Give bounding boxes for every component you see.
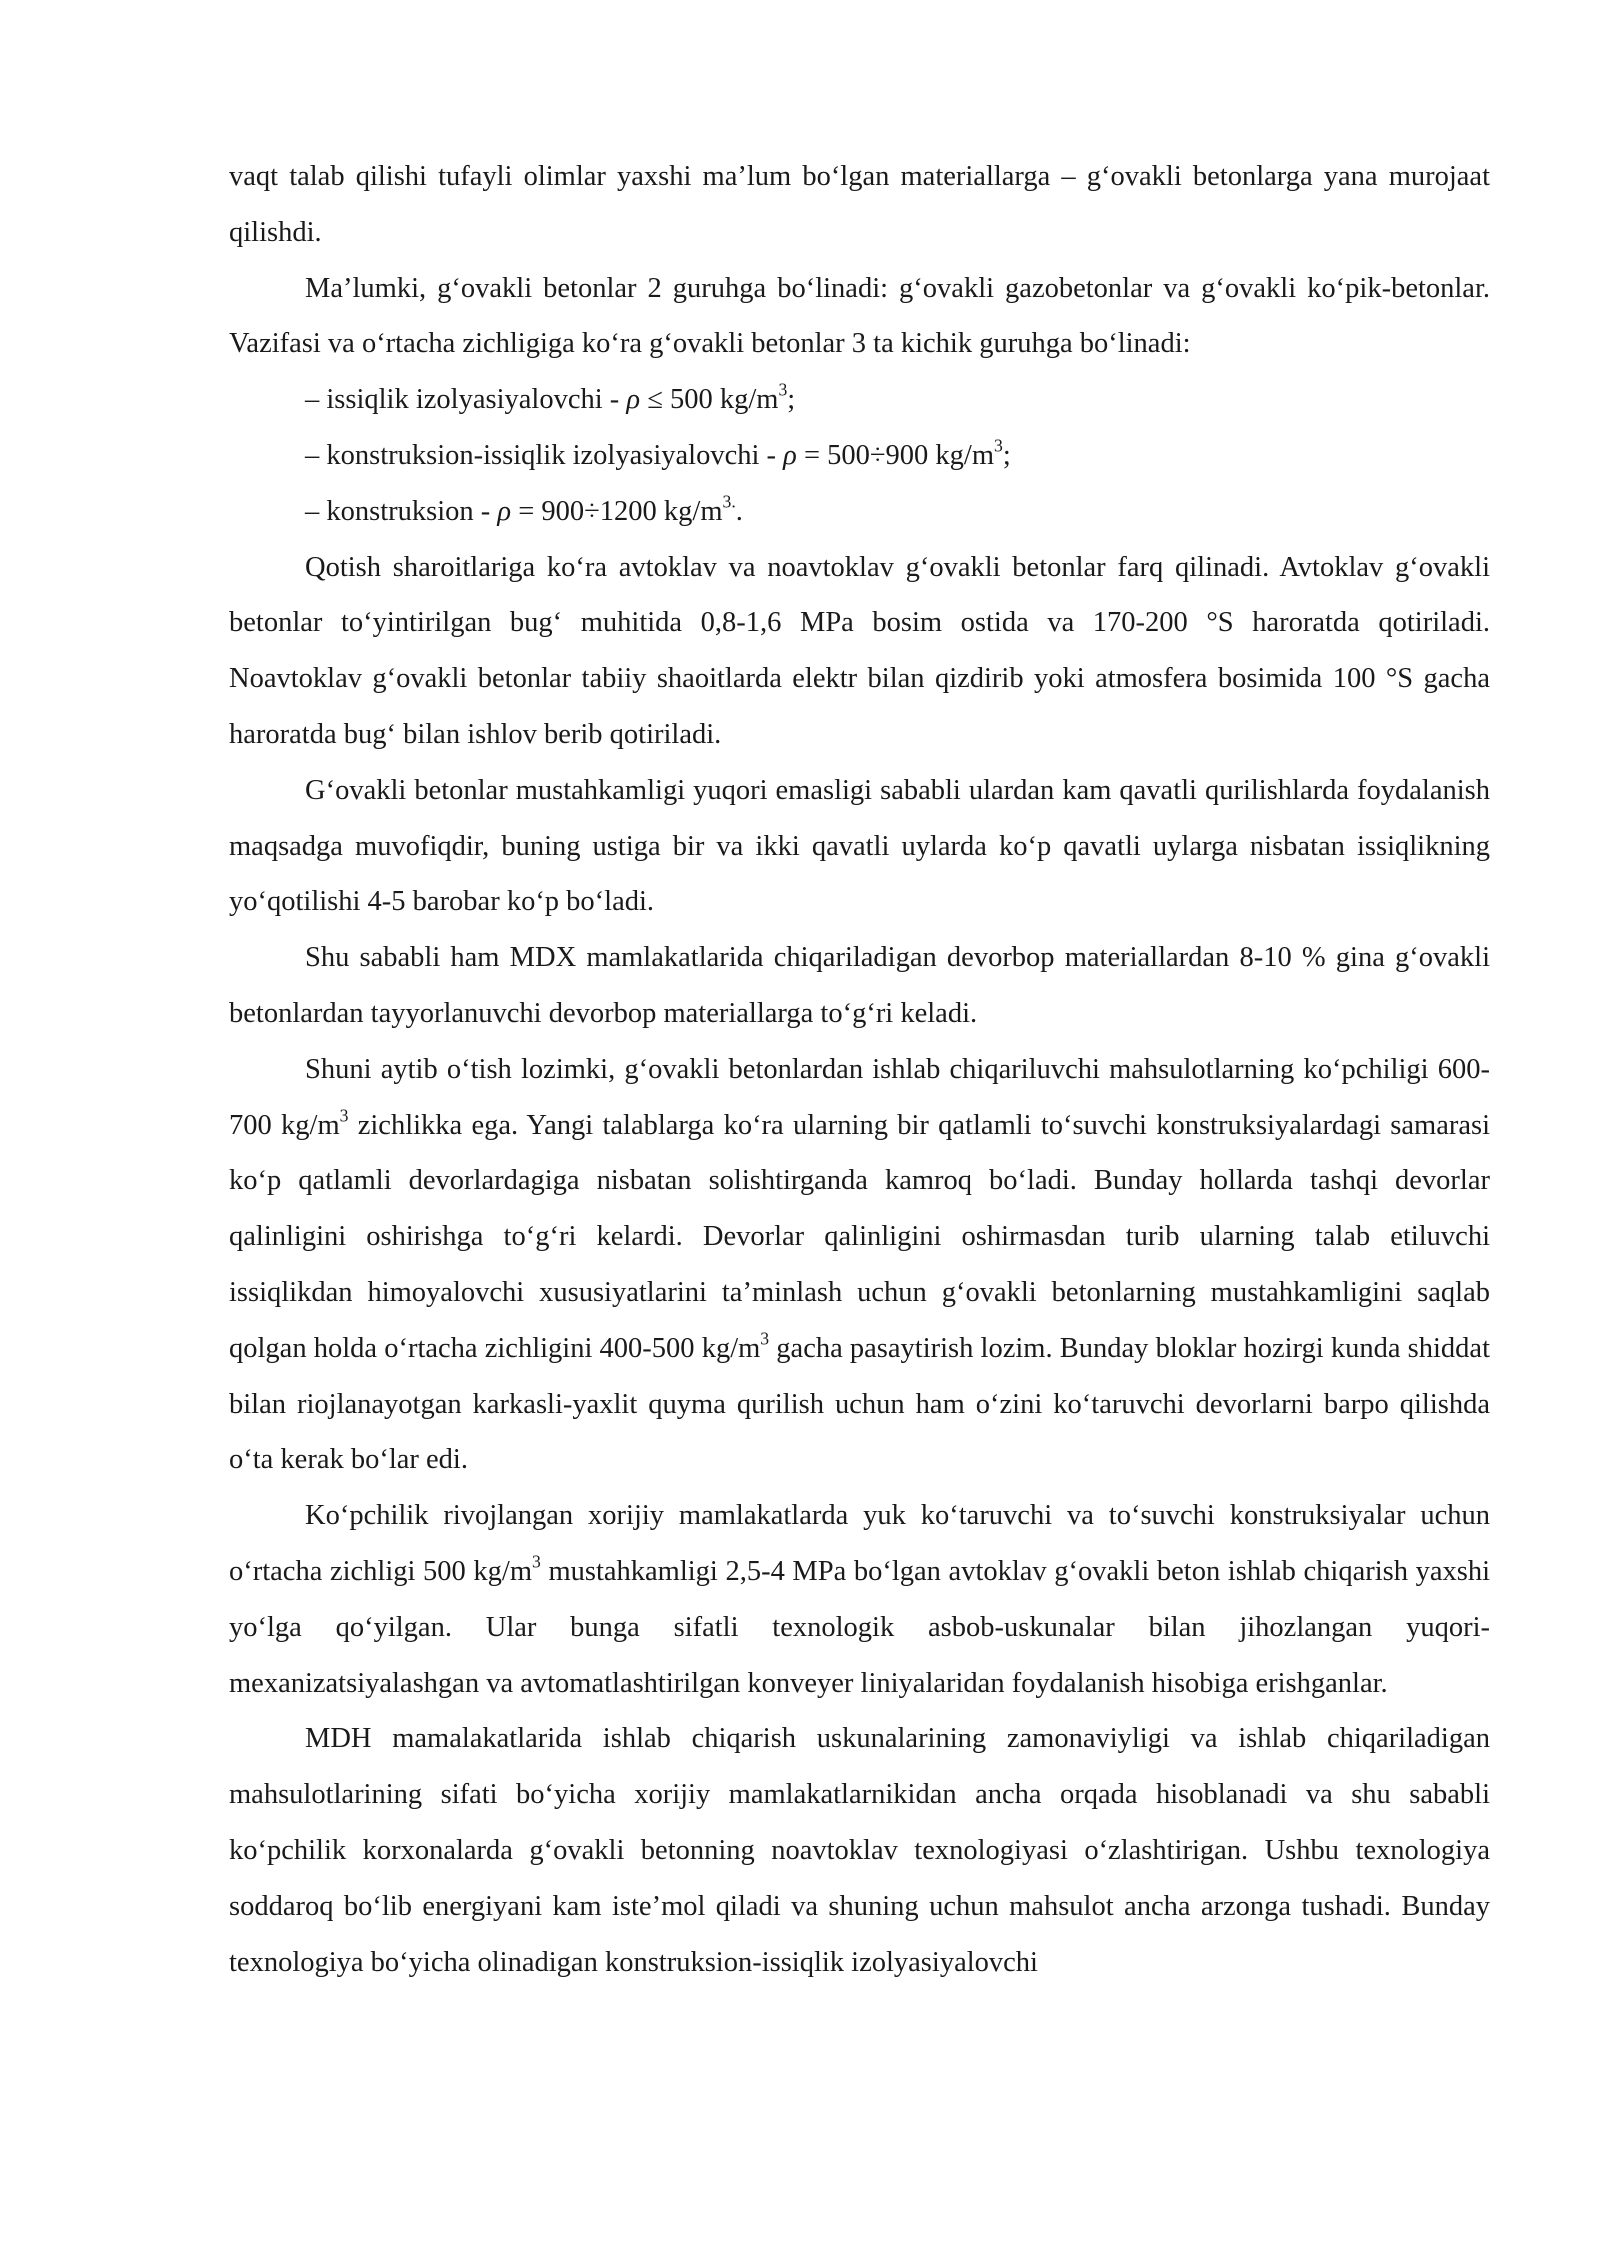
list-item-structural-heat-insulating: – konstruksion-issiqlik izolyasiyalovchi - ρ = 500÷900 $kg/m^3$; — [305, 435, 1011, 471]
paragraph-5: Shu sababli ham MDX mamlakatlarida chiqariladigan devorbop materiallardan 8-10 % gina g‘ovakli betonlardan tayyorlanuvchi devorbop materiallarga to‘g‘ri keladi. — [229, 942, 1490, 1029]
list-item-heat-insulating: – issiqlik izolyasiyalovchi - ρ ≤ 500 $kg/m^3$; — [305, 379, 796, 416]
list-item-structural: – konstruksion - ρ = 900÷1200 $kg/m^{3.}$. — [305, 491, 743, 527]
paragraph-1: vaqt talab qilishi tufayli olimlar yaxshi ma’lum bo‘lgan materiallarga – g‘ovakli betonlarga yana murojaat qilishdi. — [229, 161, 1490, 248]
paragraph-4: G‘ovakli betonlar mustahkamligi yuqori emasligi sababli ulardan kam qavatli qurilishlarda foydalanish maqsadga muvofiqdir, buning ustiga bir va ikki qavatli uylarda ko‘p qavatli uylarga nisbatan issiqlikning yo‘qotilishi 4-5 barobar ko‘p bo‘ladi. — [229, 774, 1490, 918]
paragraph-6: Shuni aytib o‘tish lozimki, g‘ovakli betonlardan ishlab chiqariluvchi mahsulotlarning ko‘pchiligi 600-700 $kg/m^3$ zichlikka ega. Yangi talablarga ko‘ra ularning bir qatlamli to‘suvchi konstruksiyalardagi samarasi ko‘p qatlamli devorlardagiga nisbatan solishtirganda kamroq bo‘ladi. Bunday hollarda tashqi devorlar qalinligini oshirishga to‘g‘ri kelardi. Devorlar qalinligini oshirmasdan turib ularning talab etiluvchi issiqlikdan himoyalovchi xususiyatlarini ta’minlash uchun g‘ovakli betonlarning mustahkamligini saqlab qolgan holda o‘rtacha zichligini 400-500 $kg/m^3$ gacha pasaytirish lozim. Bunday bloklar hozirgi kunda shiddat bilan riojlanayotgan karkasli-yaxlit quyma qurilish uchun ham o‘zini ko‘taruvchi devorlarni barpo qilishda o‘ta kerak bo‘lar edi. — [229, 1053, 1491, 1476]
paragraph-7: Ko‘pchilik rivojlangan xorijiy mamlakatlarda yuk ko‘taruvchi va to‘suvchi konstruksiyalar uchun o‘rtacha zichligi 500 $kg/m^3$ mustahkamligi 2,5-4 MPa bo‘lgan avtoklav g‘ovakli beton ishlab chiqarish yaxshi yo‘lga qo‘yilgan. Ular bunga sifatli texnologik asbob-uskunalar bilan jihozlangan yuqori-mexanizatsiyalashgan va avtomatlashtirilgan konveyer liniyalaridan foydalanish hisobiga erishganlar. — [229, 1500, 1490, 1699]
paragraph-2: Ma’lumki, g‘ovakli betonlar 2 guruhga bo‘linadi: g‘ovakli gazobetonlar va g‘ovakli ko‘pik-betonlar. Vazifasi va o‘rtacha zichligiga ko‘ra g‘ovakli betonlar 3 ta kichik guruhga bo‘linadi: — [229, 272, 1490, 360]
paragraph-8: MDH mamalakatlarida ishlab chiqarish uskunalarining zamonaviyligi va ishlab chiqariladigan mahsulotlarining sifati bo‘yicha xorijiy mamlakatlarnikidan ancha orqada hisoblanadi va shu sababli ko‘pchilik korxonalarda g‘ovakli betonning noavtoklav texnologiyasi o‘zlashtirigan. Ushbu texnologiya soddaroq bo‘lib energiyani kam iste’mol qiladi va shuning uchun mahsulot ancha arzonga tushadi. Bunday texnologiya bo‘yicha olinadigan konstruksion-issiqlik izolyasiyalovchi — [229, 1723, 1490, 1978]
document-body — [229, 149, 1490, 1990]
paragraph-3: Qotish sharoitlariga ko‘ra avtoklav va noavtoklav g‘ovakli betonlar farq qilinadi. Avtoklav g‘ovakli betonlar to‘yintirilgan bug‘ muhitida 0,8-1,6 MPa bosim ostida va 170-200 °S haroratda qotiriladi. Noavtoklav g‘ovakli betonlar tabiiy shaoitlarda elektr bilan qizdirib yoki atmosfera bosimida 100 °S gacha haroratda bug‘ bilan ishlov berib qotiriladi. — [229, 551, 1490, 750]
